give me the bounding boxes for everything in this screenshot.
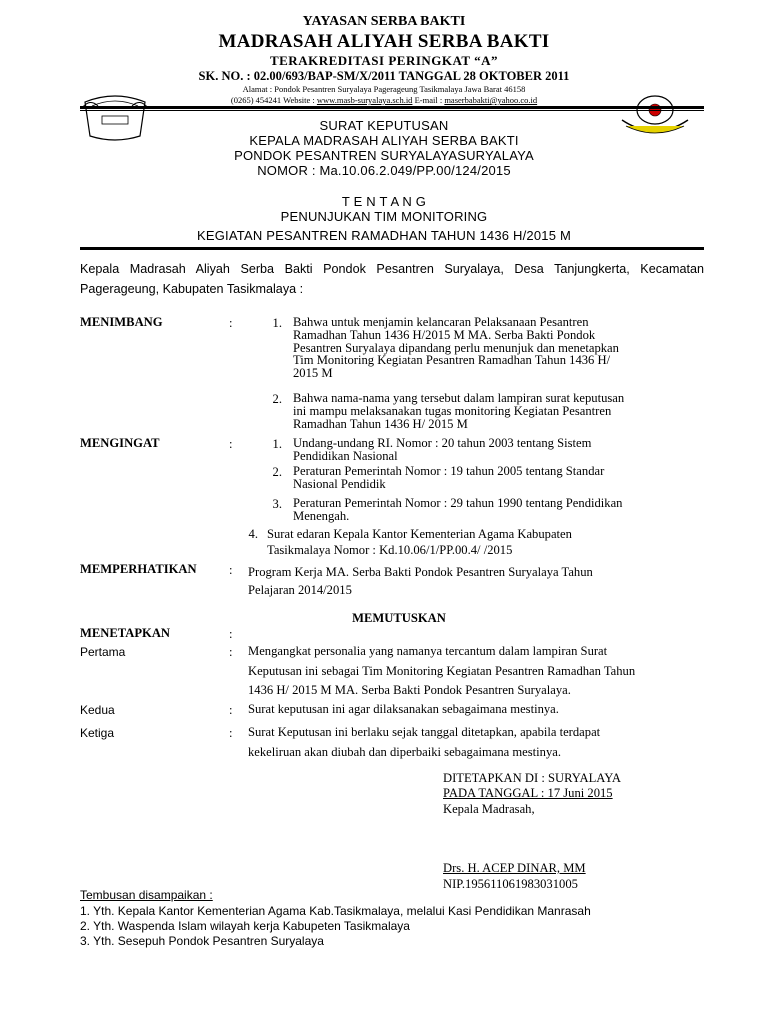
signature-nip: NIP.195611061983031005 [443, 877, 578, 891]
text-line: ini mampu melaksanakan tugas monitoring Kegiatan Pesantren [293, 403, 612, 418]
doc-title-line2: KEPALA MADRASAH ALIYAH SERBA BAKTI [249, 133, 519, 148]
tentang-heading: T E N T A N G [341, 194, 427, 209]
decision-1-label: Pertama [80, 645, 126, 659]
mengingat-item-4 [267, 527, 572, 558]
text-line: kekeliruan akan diubah dan diperbaiki sebagaimana mestinya. [248, 744, 561, 759]
signature-date: PADA TANGGAL : 17 Juni 2015 [443, 786, 613, 800]
doc-title-line1: SURAT KEPUTUSAN [319, 118, 449, 133]
text-line: Ramadhan Tahun 1436 H/2015 M MA. Serba Bakti Pondok [293, 327, 596, 342]
memutuskan-heading: MEMUTUSKAN [352, 611, 446, 625]
subject-line2: KEGIATAN PESANTREN RAMADHAN TAHUN 1436 H/2015 M [197, 228, 571, 243]
address: Alamat : Pondok Pesantren Suryalaya Pagerageung Tasikmalaya Jawa Barat 46158 [242, 84, 526, 94]
mengingat-label: MENGINGAT [80, 436, 160, 450]
foundation-name: YAYASAN SERBA BAKTI [302, 14, 466, 29]
text-line: Peraturan Pemerintah Nomor : 29 tahun 1990 tentang Pendidikan [293, 496, 623, 510]
memperhatikan-colon: : [229, 563, 233, 577]
text-line: Pelajaran 2014/2015 [248, 583, 352, 597]
menimbang-item-2 [293, 392, 624, 430]
school-name: MADRASAH ALIYAH SERBA BAKTI [218, 31, 550, 52]
mengingat-item-1 [293, 437, 591, 463]
tembusan-heading: Tembusan disampaikan : [80, 888, 213, 902]
text-line: Pendidikan Nasional [293, 448, 398, 463]
decision-1-colon: : [229, 645, 233, 659]
subject-line1: PENUNJUKAN TIM MONITORING [280, 209, 488, 224]
decision-3-label: Ketiga [80, 726, 115, 740]
mengingat-item-2-num: 2. [272, 465, 282, 479]
intro-line1: Kepala Madrasah Aliyah Serba Bakti Pondok Pesantren Suryalaya, Desa Tanjungkerta, Kecamatan [80, 262, 704, 276]
letterhead-rule-bottom [80, 110, 704, 111]
menetapkan-colon: : [229, 627, 233, 641]
signature-position: Kepala Madrasah, [443, 802, 535, 816]
text-line: Surat edaran Kepala Kantor Kementerian Agama Kabupaten [267, 527, 572, 541]
decision-2-text [248, 700, 559, 720]
intro-paragraph [80, 260, 704, 299]
mengingat-item-1-num: 1. [272, 437, 282, 451]
mengingat-item-4-num: 4. [248, 527, 258, 541]
memperhatikan-label: MEMPERHATIKAN [80, 562, 197, 576]
decision-2-colon: : [229, 703, 233, 717]
signature-place: DITETAPKAN DI : SURYALAYA [443, 771, 621, 785]
phone-label: (0265) 454241 Website : [230, 95, 317, 105]
menimbang-colon: : [229, 316, 233, 330]
memperhatikan-text [248, 563, 593, 599]
letterhead-rule-top [80, 106, 704, 109]
text-line: Surat keputusan ini agar dilaksanakan sebagaimana mestinya. [248, 702, 559, 716]
doc-number: NOMOR : Ma.10.06.2.049/PP.00/124/2015 [257, 163, 511, 178]
website-link[interactable]: www.masb-suryalaya.sch.id [316, 95, 413, 105]
mengingat-item-3 [293, 497, 622, 523]
menimbang-item-2-num: 2. [272, 392, 282, 406]
accreditation: TERAKREDITASI PERINGKAT “A” [269, 53, 499, 68]
text-line: 1436 H/ 2015 M MA. Serba Bakti Pondok Pesantren Suryalaya. [248, 683, 571, 697]
tembusan-item: 1. Yth. Kepala Kantor Kementerian Agama Kab.Tasikmalaya, melalui Kasi Pendidikan Manrasah [80, 904, 591, 918]
menimbang-item-1 [293, 316, 619, 380]
decision-3-colon: : [229, 726, 233, 740]
menimbang-item-1-num: 1. [272, 316, 282, 330]
text-line: Menengah. [293, 508, 350, 523]
contact-line [0, 95, 768, 105]
mengingat-colon: : [229, 437, 233, 451]
text-line: 2015 M [293, 366, 333, 381]
decision-3-text [248, 723, 600, 762]
text-line: Keputusan ini sebagai Tim Monitoring Kegiatan Pesantren Ramadhan Tahun [248, 663, 636, 678]
tembusan-item: 2. Yth. Waspenda Islam wilayah kerja Kabupeten Tasikmalaya [80, 919, 410, 933]
text-line: Bahwa nama-nama yang tersebut dalam lampiran surat keputusan [293, 391, 625, 405]
text-line: Peraturan Pemerintah Nomor : 19 tahun 2005 tentang Standar [293, 464, 605, 478]
intro-line2: Pagerageung, Kabupaten Tasikmalaya : [80, 281, 304, 296]
doc-title-line3: PONDOK PESANTREN SURYALAYASURYALAYA [234, 148, 534, 163]
mengingat-item-3-num: 3. [272, 497, 282, 511]
decision-2-label: Kedua [80, 703, 115, 717]
text-line: Ramadhan Tahun 1436 H/ 2015 M [293, 416, 468, 431]
signature-name: Drs. H. ACEP DINAR, MM [443, 861, 586, 875]
text-line: Mengangkat personalia yang namanya tercantum dalam lampiran Surat [248, 644, 608, 658]
text-line: Nasional Pendidik [293, 476, 386, 491]
text-line: Program Kerja MA. Serba Bakti Pondok Pesantren Suryalaya Tahun [248, 565, 593, 579]
menimbang-label: MENIMBANG [80, 315, 163, 329]
sk-number: SK. NO. : 02.00/693/BAP-SM/X/2011 TANGGAL 28 OKTOBER 2011 [198, 69, 570, 83]
tembusan-item: 3. Yth. Sesepuh Pondok Pesantren Suryalaya [80, 934, 324, 948]
text-line: Undang-undang RI. Nomor : 20 tahun 2003 tentang Sistem [293, 436, 592, 450]
text-line: Surat Keputusan ini berlaku sejak tanggal ditetapkan, apabila terdapat [248, 725, 601, 739]
text-line: Bahwa untuk menjamin kelancaran Pelaksanaan Pesantren [293, 315, 589, 329]
text-line: Tasikmalaya Nomor : Kd.10.06/1/PP.00.4/ /2015 [267, 542, 513, 557]
text-line: Tim Monitoring Kegiatan Pesantren Ramadhan Tahun 1436 H/ [293, 353, 611, 368]
menetapkan-label: MENETAPKAN [80, 626, 171, 640]
email-link[interactable]: maserbabakti@yahoo.co.id [444, 95, 538, 105]
decision-1-text [248, 642, 635, 701]
email-label: E-mail : [412, 95, 445, 105]
text-line: Pesantren Suryalaya dipandang perlu menunjuk dan menetapkan [293, 340, 619, 355]
title-rule [80, 247, 704, 250]
mengingat-item-2 [293, 465, 604, 491]
